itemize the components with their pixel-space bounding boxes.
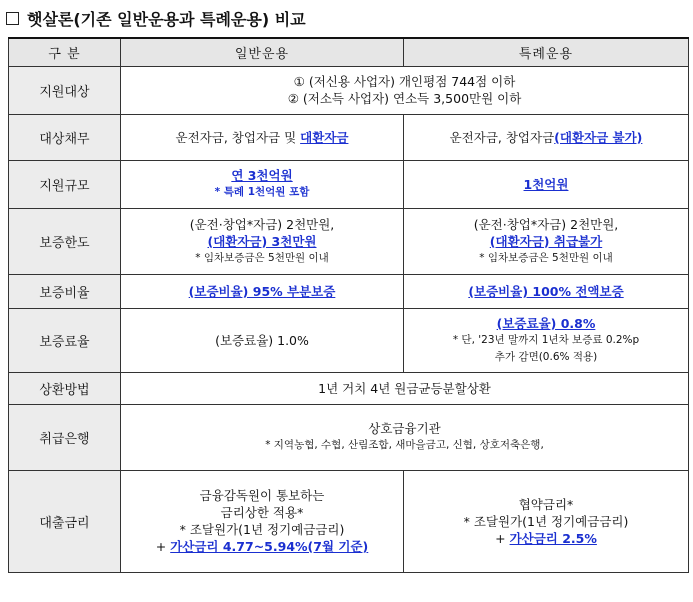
table-row <box>9 208 689 274</box>
bank-value: 상호금융기관 <box>368 421 441 436</box>
rate-general-cell <box>121 470 404 572</box>
row-label-bank: 취급은행 <box>9 404 121 470</box>
table-row <box>9 160 689 208</box>
rate-general-line-2: 금리상한 적용* <box>220 505 304 520</box>
table-row <box>9 66 689 114</box>
rate-special-line-3 <box>408 530 684 547</box>
checkbox-square-icon <box>6 12 19 25</box>
ratio-special-cell <box>404 274 689 308</box>
rate-special-highlight: 가산금리 2.5% <box>509 530 597 546</box>
debt-special-text: 운전자금, 창업자금 <box>449 130 555 145</box>
scale-general-note: * 특례 1천억원 포함 <box>214 186 310 198</box>
target-line-2: ② (저소득 사업자) 연소득 3,500만원 이하 <box>287 91 522 106</box>
limit-special-line: (운전·창업*자금) 2천만원, <box>473 216 619 232</box>
debt-special-cell <box>404 114 689 160</box>
rate-general-line-1: 금융감독원이 통보하는 <box>199 488 325 503</box>
debt-general-text: 운전자금, 창업자금 및 <box>175 130 301 145</box>
target-line-1: ① (저신용 사업자) 개인평점 744점 이하 <box>293 74 516 89</box>
bank-note: * 지역농협, 수협, 산림조합, 새마을금고, 신협, 상호저축은행, <box>265 439 544 451</box>
header-special: 특례운용 <box>404 38 689 66</box>
table-row <box>9 308 689 372</box>
repay-cell: 1년 거치 4년 원금균등분할상환 <box>121 372 689 404</box>
comparison-table <box>8 37 689 573</box>
table-row <box>9 404 689 470</box>
row-label-limit: 보증한도 <box>9 208 121 274</box>
ratio-special-highlight: (보증비율) 100% 전액보증 <box>468 284 624 299</box>
scale-special-highlight: 1천억원 <box>523 177 569 192</box>
header-category: 구 분 <box>9 38 121 66</box>
row-label-fee: 보증료율 <box>9 308 121 372</box>
rate-general-line-3: * 조달원가(1년 정기예금금리) <box>179 522 345 537</box>
rate-general-line-4 <box>125 538 399 555</box>
rate-special-line-2: * 조달원가(1년 정기예금금리) <box>463 513 629 529</box>
limit-general-highlight: (대환자금) 3천만원 <box>207 233 317 249</box>
table-row <box>9 470 689 572</box>
fee-special-highlight: (보증료율) 0.8% <box>496 315 596 331</box>
row-label-scale: 지원규모 <box>9 160 121 208</box>
fee-general-text: (보증료율) 1.0% <box>215 333 309 348</box>
scale-special-cell <box>404 160 689 208</box>
limit-general-cell <box>121 208 404 274</box>
row-label-ratio: 보증비율 <box>9 274 121 308</box>
table-row <box>9 372 689 404</box>
rate-special-plus: + <box>495 530 510 546</box>
fee-special-cell <box>404 308 689 372</box>
fee-special-note-1: * 단, '23년 말까지 1년차 보증료 0.2%p <box>452 333 640 346</box>
limit-general-line: (운전·창업*자금) 2천만원, <box>189 216 335 232</box>
limit-special-cell <box>404 208 689 274</box>
table-row <box>9 114 689 160</box>
rate-special-cell <box>404 470 689 572</box>
rate-special-line-1: 협약금리* <box>518 496 574 512</box>
limit-special-highlight: (대환자금) 취급불가 <box>489 233 603 249</box>
fee-special-note-2: 추가 감면(0.6% 적용) <box>494 350 598 363</box>
row-label-rate: 대출금리 <box>9 470 121 572</box>
page-title-text: 햇살론(기존 일반운용과 특례운용) 비교 <box>27 9 306 29</box>
debt-general-cell <box>121 114 404 160</box>
scale-general-cell <box>121 160 404 208</box>
fee-general-cell <box>121 308 404 372</box>
table-header-row <box>9 38 689 66</box>
ratio-general-highlight: (보증비율) 95% 부분보증 <box>188 284 336 299</box>
table-row <box>9 274 689 308</box>
page-title <box>6 6 306 30</box>
rate-general-plus: + <box>155 539 171 554</box>
target-cell <box>121 66 689 114</box>
header-general: 일반운용 <box>121 38 404 66</box>
limit-special-note: * 임차보증금은 5천만원 이내 <box>479 251 613 264</box>
row-label-target: 지원대상 <box>9 66 121 114</box>
ratio-general-cell <box>121 274 404 308</box>
row-label-debt: 대상채무 <box>9 114 121 160</box>
debt-special-highlight: (대환자금 불가) <box>554 130 643 145</box>
debt-general-highlight: 대환자금 <box>300 130 349 145</box>
limit-general-note: * 임차보증금은 5천만원 이내 <box>195 251 329 264</box>
bank-cell <box>121 404 689 470</box>
rate-general-highlight: 가산금리 4.77~5.94%(7월 기준) <box>170 539 369 554</box>
scale-general-highlight: 연 3천억원 <box>231 168 293 183</box>
row-label-repay: 상환방법 <box>9 372 121 404</box>
